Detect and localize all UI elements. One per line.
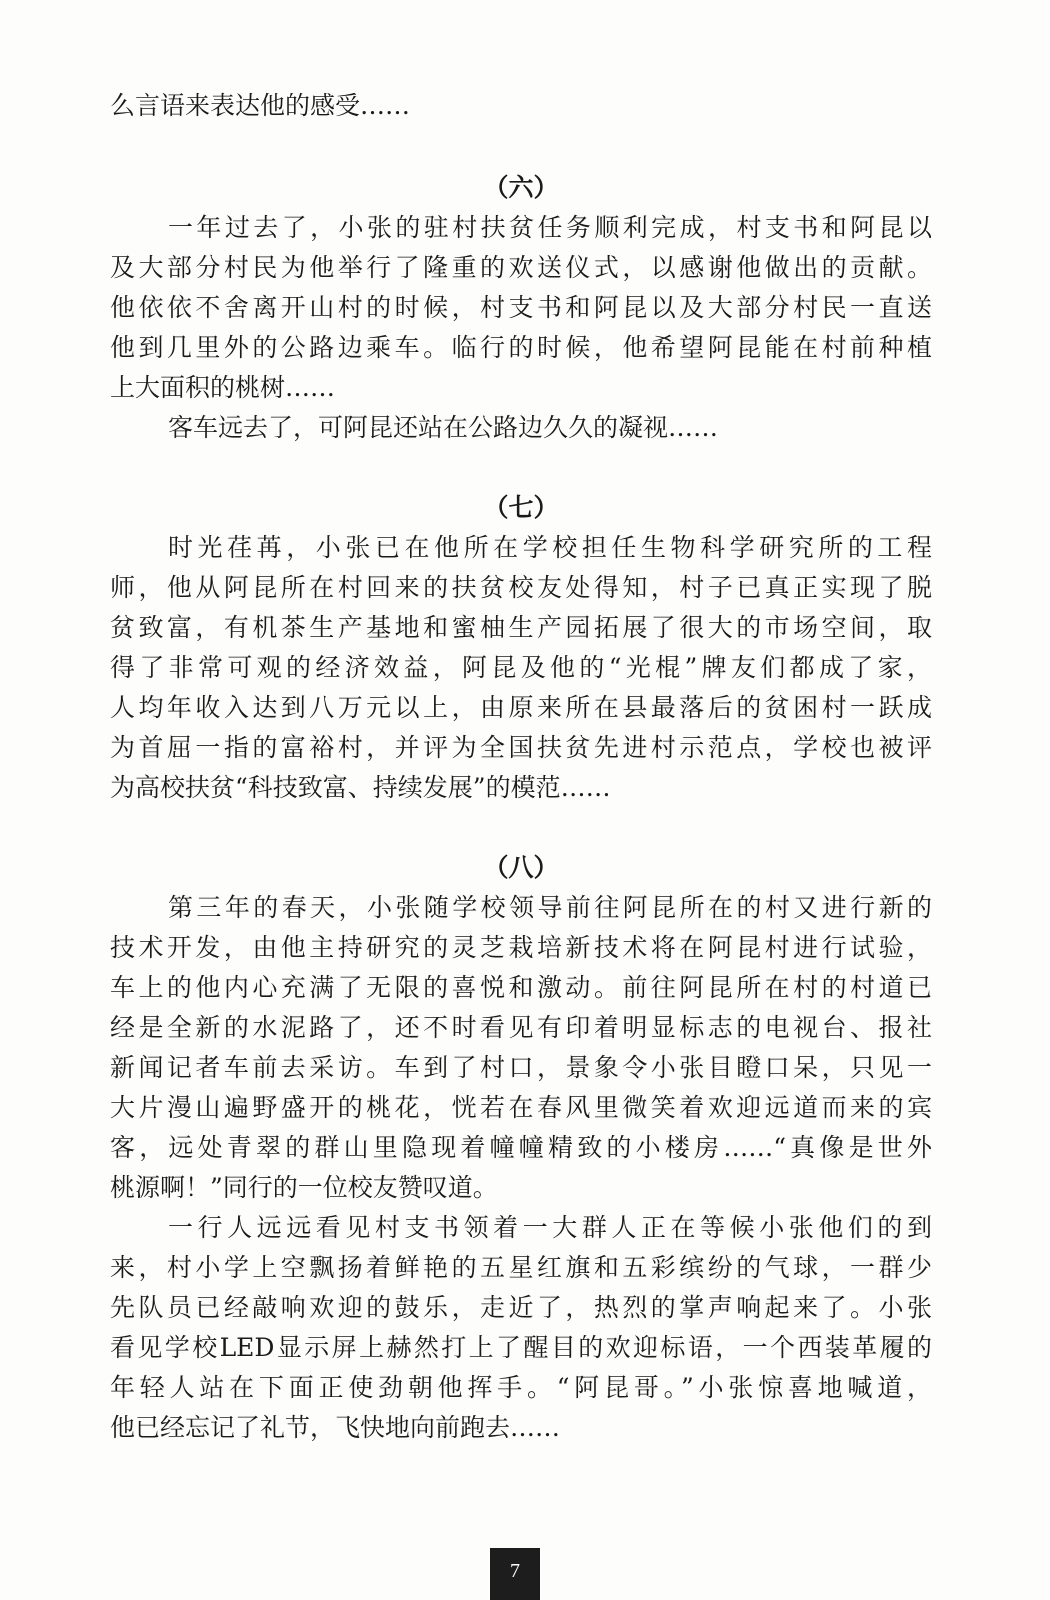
section-6 xyxy=(110,168,932,448)
text-line: 一行人远远看见村支书领着一大群人正在等候小张他们的到 xyxy=(168,1213,932,1242)
text-line: 得了非常可观的经济效益，阿昆及他的“光棍”牌友们都成了家， xyxy=(110,653,932,682)
text-line: 桃源啊！”同行的一位校友赞叹道。 xyxy=(110,1173,498,1202)
paragraph xyxy=(110,208,932,408)
paragraph xyxy=(110,408,932,448)
text-line: 大片漫山遍野盛开的桃花，恍若在春风里微笑着欢迎远道而来的宾 xyxy=(110,1093,932,1122)
text-line: 他依依不舍离开山村的时候，村支书和阿昆以及大部分村民一直送 xyxy=(110,293,932,322)
text-line: 第三年的春天，小张随学校领导前往阿昆所在的村又进行新的 xyxy=(168,893,932,922)
text-line: 车上的他内心充满了无限的喜悦和激动。前往阿昆所在村的村道已 xyxy=(110,973,932,1002)
paragraph xyxy=(110,1208,932,1448)
text-line: 他到几里外的公路边乘车。临行的时候，他希望阿昆能在村前种植 xyxy=(110,333,932,362)
text-line: 一年过去了，小张的驻村扶贫任务顺利完成，村支书和阿昆以 xyxy=(168,213,932,242)
text-line: 师，他从阿昆所在村回来的扶贫校友处得知，村子已真正实现了脱 xyxy=(110,573,932,602)
text-line: 为首屈一指的富裕村，并评为全国扶贫先进村示范点，学校也被评 xyxy=(110,733,932,762)
page-content xyxy=(110,86,932,1448)
section-heading: （八） xyxy=(483,853,559,882)
section-heading: （六） xyxy=(483,173,559,202)
text-line: 先队员已经敲响欢迎的鼓乐，走近了，热烈的掌声响起来了。小张 xyxy=(110,1293,932,1322)
text-line: 他已经忘记了礼节，飞快地向前跑去…… xyxy=(110,1413,561,1442)
text-line: 为高校扶贫“科技致富、持续发展”的模范…… xyxy=(110,773,611,802)
text-line: 客，远处青翠的群山里隐现着幢幢精致的小楼房……“真像是世外 xyxy=(110,1133,932,1162)
text-line: 时光荏苒，小张已在他所在学校担任生物科学研究所的工程 xyxy=(168,533,932,562)
text-line: 技术开发，由他主持研究的灵芝栽培新技术将在阿昆村进行试验， xyxy=(110,933,932,962)
text-line: 来，村小学上空飘扬着鲜艳的五星红旗和五彩缤纷的气球，一群少 xyxy=(110,1253,932,1282)
section-7 xyxy=(110,488,932,808)
text-line: 年轻人站在下面正使劲朝他挥手。“阿昆哥。”小张惊喜地喊道， xyxy=(110,1373,932,1402)
text-line: 上大面积的桃树…… xyxy=(110,373,336,402)
paragraph xyxy=(110,888,932,1208)
page-number: 7 xyxy=(490,1548,540,1600)
text-line: 贫致富，有机茶生产基地和蜜柚生产园拓展了很大的市场空间，取 xyxy=(110,613,932,642)
text-line: 及大部分村民为他举行了隆重的欢送仪式，以感谢他做出的贡献。 xyxy=(110,253,932,282)
paragraph xyxy=(110,528,932,808)
text-line: 新闻记者车前去采访。车到了村口，景象令小张目瞪口呆，只见一 xyxy=(110,1053,932,1082)
section-heading: （七） xyxy=(483,493,559,522)
text-line: 客车远去了，可阿昆还站在公路边久久的凝视…… xyxy=(168,413,719,442)
text-line: 人均年收入达到八万元以上，由原来所在县最落后的贫困村一跃成 xyxy=(110,693,932,722)
section-8 xyxy=(110,848,932,1448)
text-line: 经是全新的水泥路了，还不时看见有印着明显标志的电视台、报社 xyxy=(110,1013,932,1042)
text-line: 看见学校LED显示屏上赫然打上了醒目的欢迎标语，一个西装革履的 xyxy=(110,1333,932,1362)
opening-line: 么言语来表达他的感受…… xyxy=(110,91,411,120)
